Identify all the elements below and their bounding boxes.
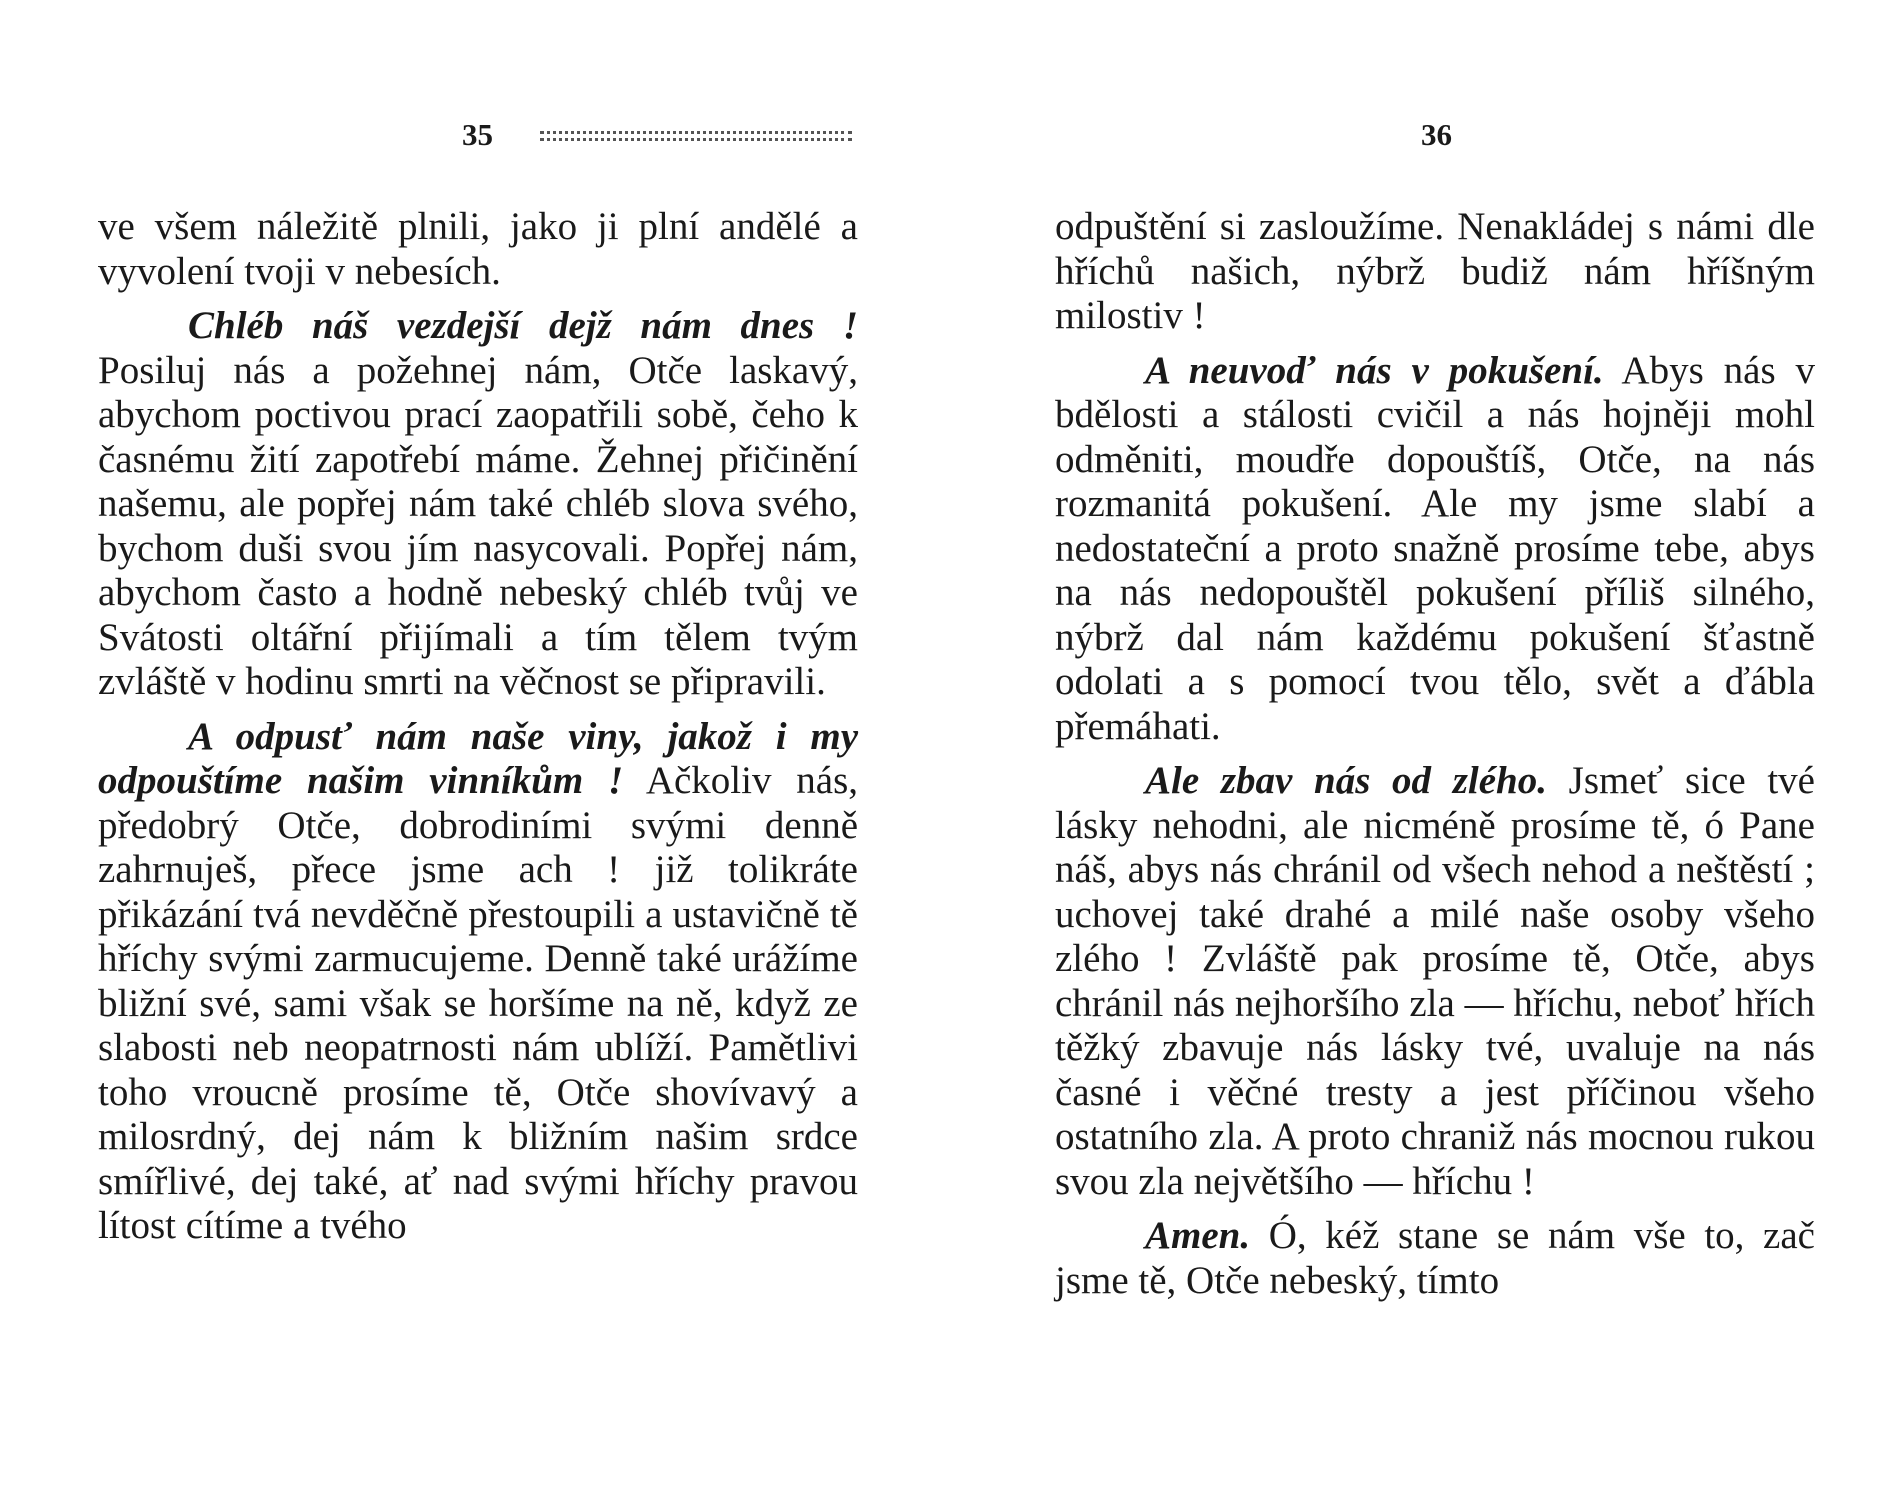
page-number: 35 <box>462 117 493 152</box>
paragraph-text: ve všem náležitě plnili, jako ji plní andělé a vyvolení tvoji v nebesích. <box>98 205 858 293</box>
paragraph-text: Ačkoliv nás, předobrý Otče, dobrodiními svými denně zahrnuješ, přece jsme ach ! již tolikráte přikázání tvá nevděčně přestoupili a ustavičně tě hříchy svými zarmucujeme. Denně také urážíme bližní své, sami však se horšíme na ně, když ze slabosti neb neopatrnosti nám ublíží. Pamětlivi toho vroucně prosíme tě, Otče shovívavý a milosrdný, dej nám k bližním našim srdce smířlivé, dej také, ať nad svými hříchy pravou lítost cítíme a tvého <box>98 759 858 1247</box>
header-ornament <box>540 131 852 141</box>
page-number: 36 <box>1421 117 1452 152</box>
paragraph-text: Abys nás v bdělosti a stálosti cvičil a nás hojněji mohl odměniti, moudře dopouštíš, Otče, na nás rozmanitá pokušení. Ale my jsme slabí a nedostateční a proto snažně prosíme tebe, abys na nás nedopouštěl pokušení příliš silného, nýbrž dal nám každému pokušení šťastně odolati a s pomocí tvou tělo, svět a ďábla přemáhati. <box>1055 348 1815 748</box>
paragraph-text: Posiluj nás a požehnej nám, Otče laskavý, abychom poctivou prací zaopatřili sobě, čeho k časnému žití zapotřebí máme. Žehnej přičinění našemu, ale popřej nám také chléb slova svého, bychom duši svou jím nasycovali. Popřej nám, abychom často a hodně nebeský chléb tvůj ve Svátosti oltářní přijímali a tím tělem tvým zvláště v hodinu smrti na věčnost se připravili. <box>98 348 858 703</box>
right-page <box>946 0 1892 1500</box>
prayer-heading: Chléb náš vezdejší dejž nám dnes ! <box>188 304 858 347</box>
paragraph <box>98 304 858 705</box>
paragraph <box>98 205 858 294</box>
prayer-heading: A neuvoď nás v pokušení. <box>1145 348 1604 392</box>
paragraph-text: Jsmeť sice tvé lásky nehodni, ale nicméně prosíme tě, ó Pane náš, abys nás chránil od všech nehod a neštěstí ; uchovej také drahé a milé naše osoby všeho zlého ! Zvláště pak prosíme tě, Otče, abys chránil nás nejhoršího zla — hříchu, neboť hřích těžký zbavuje nás lásky tvé, uvaluje na nás časné i věčné tresty a jest příčinou všeho ostatního zla. A proto chraniž nás mocnou rukou svou zla největšího — hříchu ! <box>1055 759 1815 1203</box>
prayer-heading: Ale zbav nás od zlého. <box>1145 759 1547 802</box>
prayer-heading: Amen. <box>1145 1214 1251 1257</box>
paragraph <box>1055 759 1815 1204</box>
paragraph-text: odpuštění si zasloužíme. Nenakládej s námi dle hříchů našich, nýbrž budiž nám hříšným milostiv ! <box>1055 205 1815 337</box>
paragraph-text: Ó, kéž stane se nám vše to, zač jsme tě, Otče nebeský, tímto <box>1055 1214 1815 1302</box>
prayer-heading: A odpusť nám naše viny, jakož i my odpouštíme našim vinníkům ! <box>98 714 858 802</box>
page-text <box>98 205 858 1259</box>
page-text <box>1055 205 1815 1313</box>
paragraph <box>1055 205 1815 339</box>
paragraph <box>1055 1214 1815 1303</box>
paragraph <box>98 715 858 1249</box>
paragraph <box>1055 349 1815 750</box>
